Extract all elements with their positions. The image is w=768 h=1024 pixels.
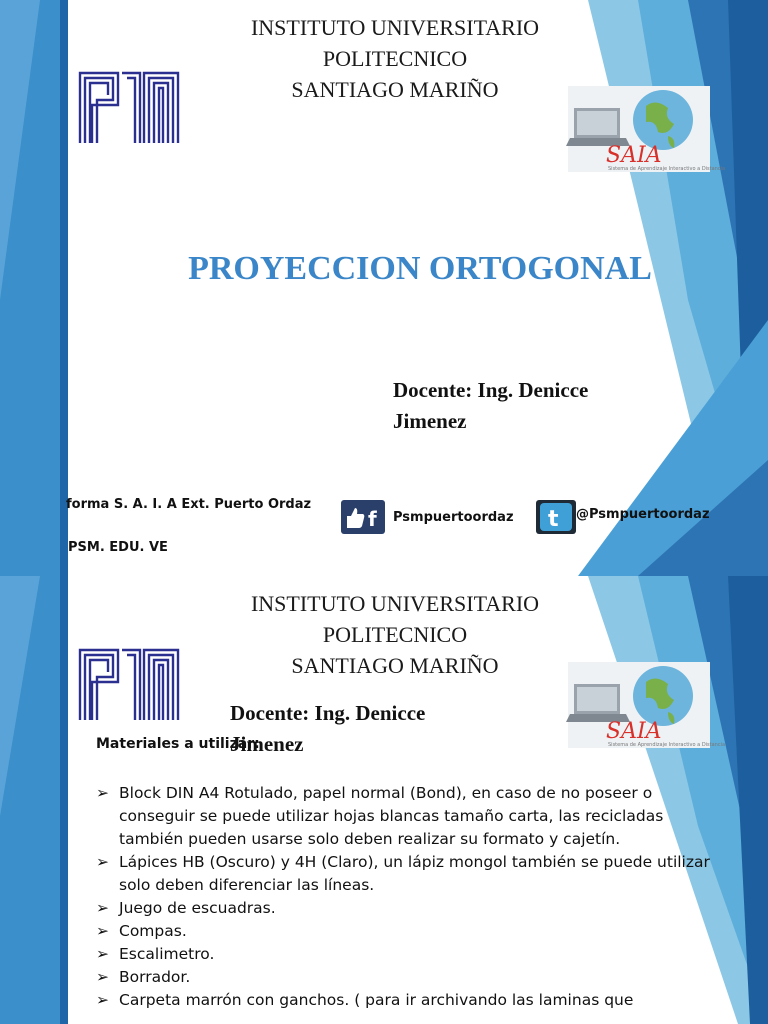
arrow-bullet-icon: ➢ bbox=[96, 899, 109, 917]
svg-text:t: t bbox=[548, 507, 559, 532]
presentation-title: PROYECCION ORTOGONAL bbox=[188, 250, 652, 287]
arrow-bullet-icon: ➢ bbox=[96, 968, 109, 986]
list-item-text: Block DIN A4 Rotulado, papel normal (Bond), en caso de no poseer o conseguir se puede utilizar hojas blancas tamaño carta, las recicladas también pueden usarse solo deben realizar su formato y cajetín. bbox=[119, 784, 664, 848]
institution-name bbox=[190, 588, 600, 681]
docente-name bbox=[393, 375, 588, 437]
arrow-bullet-icon: ➢ bbox=[96, 991, 109, 1009]
list-item bbox=[96, 966, 716, 989]
list-item bbox=[96, 943, 716, 966]
institution-line-2: POLITECNICO bbox=[322, 46, 468, 71]
docente-line-2: Jimenez bbox=[393, 409, 467, 433]
docente-line-2: Jimenez bbox=[230, 732, 304, 756]
svg-text:f: f bbox=[368, 507, 377, 531]
website-link[interactable]: PSM. EDU. VE bbox=[68, 540, 168, 555]
psm-logo bbox=[78, 71, 180, 145]
saia-logo-subtext: Sistema de Aprendizaje Interactivo a Distancia bbox=[608, 166, 726, 172]
saia-logo-text: SAIA bbox=[606, 719, 662, 744]
list-item bbox=[96, 897, 716, 920]
list-item-text: Lápices HB (Oscuro) y 4H (Claro), un lápiz mongol también se puede utilizar solo deben diferenciar las líneas. bbox=[119, 853, 710, 894]
institution-name bbox=[190, 12, 600, 105]
left-decorative-band bbox=[0, 0, 68, 576]
list-item bbox=[96, 989, 716, 1012]
arrow-bullet-icon: ➢ bbox=[96, 945, 109, 963]
list-item-text: Escalimetro. bbox=[119, 945, 215, 963]
list-item-text: Borrador. bbox=[119, 968, 191, 986]
list-item bbox=[96, 782, 716, 851]
institution-line-1: INSTITUTO UNIVERSITARIO bbox=[250, 591, 540, 616]
slide-materials bbox=[0, 576, 768, 1024]
facebook-handle[interactable]: Psmpuertoordaz bbox=[393, 510, 514, 525]
institution-line-1: INSTITUTO UNIVERSITARIO bbox=[250, 15, 540, 40]
arrow-bullet-icon: ➢ bbox=[96, 922, 109, 940]
left-decorative-band bbox=[0, 576, 68, 1024]
arrow-bullet-icon: ➢ bbox=[96, 784, 109, 802]
facebook-like-icon[interactable] bbox=[341, 500, 385, 534]
saia-logo bbox=[568, 86, 726, 172]
docente-line-1: Docente: Ing. Denicce bbox=[230, 701, 426, 725]
institution-line-2: POLITECNICO bbox=[322, 622, 468, 647]
psm-logo bbox=[78, 648, 180, 722]
materials-list bbox=[96, 782, 716, 1012]
list-item bbox=[96, 920, 716, 943]
list-item-text: Carpeta marrón con ganchos. ( para ir archivando las laminas que bbox=[119, 991, 634, 1009]
saia-logo bbox=[568, 662, 726, 748]
saia-logo-subtext: Sistema de Aprendizaje Interactivo a Distancia bbox=[608, 742, 726, 748]
docente-line-1: Docente: Ing. Denicce bbox=[393, 378, 589, 402]
institution-line-3: SANTIAGO MARIÑO bbox=[291, 77, 499, 102]
arrow-bullet-icon: ➢ bbox=[96, 853, 109, 871]
saia-logo-text: SAIA bbox=[606, 143, 662, 168]
list-item bbox=[96, 851, 716, 897]
platform-label: forma S. A. I. A Ext. Puerto Ordaz bbox=[66, 497, 312, 512]
twitter-icon[interactable] bbox=[536, 500, 576, 534]
materials-heading: Materiales a utilizar: bbox=[96, 736, 260, 752]
institution-line-3: SANTIAGO MARIÑO bbox=[291, 653, 499, 678]
list-item-text: Compas. bbox=[119, 922, 187, 940]
list-item-text: Juego de escuadras. bbox=[119, 899, 276, 917]
twitter-handle[interactable]: @Psmpuertoordaz bbox=[576, 507, 710, 522]
